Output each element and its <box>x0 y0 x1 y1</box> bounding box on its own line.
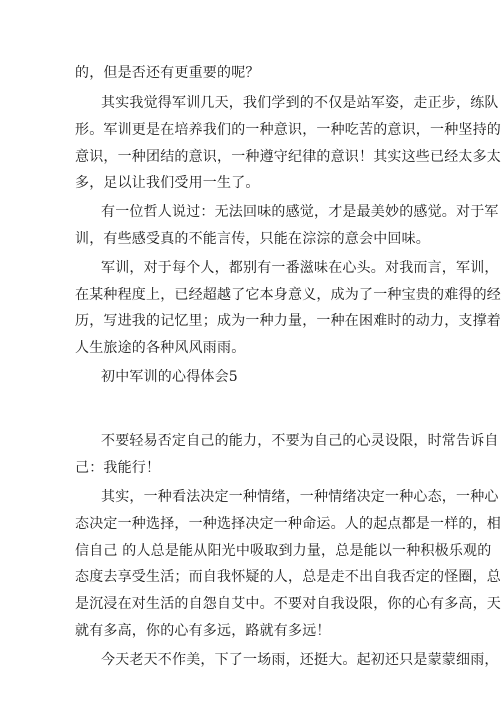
text-line: 信自己 的人总是能从阳光中吸取到力量，总是能以一种积极乐观的 <box>75 543 492 559</box>
text-line: 就有多高，你的心有多远，路就有多远！ <box>75 623 331 639</box>
text-line: 己：我能行！ <box>75 460 161 476</box>
text-line: 人生旅途的各种风风雨雨。 <box>75 340 246 356</box>
paragraph-first-line: 军训，对于每个人，都别有一番滋味在心头。对我而言，军训， <box>101 260 499 276</box>
text-line: 多，足以让我们受用一生了。 <box>75 175 260 191</box>
text-line: 态度去享受生活；而自我怀疑的人，总是走不出自我否定的怪圈，总 <box>75 569 501 585</box>
section-heading: 初中军训的心得体会5 <box>101 369 238 385</box>
paragraph-first-line: 有一位哲人说过：无法回味的感觉，才是最美妙的感觉。对于军 <box>101 204 499 220</box>
text-line: 态决定一种选择，一种选择决定一种命运。人的起点都是一样的，相 <box>75 516 501 532</box>
text-line: 历，写进我的记忆里；成为一种力量，一种在困难时的动力，支撑着 <box>75 313 501 329</box>
text-line: 形。军训更是在培养我们的一种意识，一种吃苦的意识，一种坚持的 <box>75 122 501 138</box>
text-line: 训，有些感受真的不能言传，只能在淙淙的意会中回味。 <box>75 231 430 247</box>
text-line: 在某种程度上，已经超越了它本身意义，成为了一种宝贵的难得的经 <box>75 287 501 303</box>
paragraph-first-line: 今天老天不作美，下了一场雨，还挺大。起初还只是蒙蒙细雨， <box>101 652 499 668</box>
paragraph-first-line: 不要轻易否定自己的能力，不要为自己的心灵设限，时常告诉自 <box>101 433 499 449</box>
text-line: 意识，一种团结的意识，一种遵守纪律的意识！其实这些已经太多太 <box>75 149 501 165</box>
paragraph-first-line: 其实，一种看法决定一种情绪，一种情绪决定一种心态，一种心 <box>101 489 499 505</box>
paragraph-first-line: 其实我觉得军训几天，我们学到的不仅是站军姿，走正步，练队 <box>101 95 499 111</box>
text-line: 的，但是否还有更重要的呢？ <box>75 65 260 81</box>
text-line: 是沉浸在对生活的自怨自艾中。不要对自我设限，你的心有多高，天 <box>75 596 501 612</box>
